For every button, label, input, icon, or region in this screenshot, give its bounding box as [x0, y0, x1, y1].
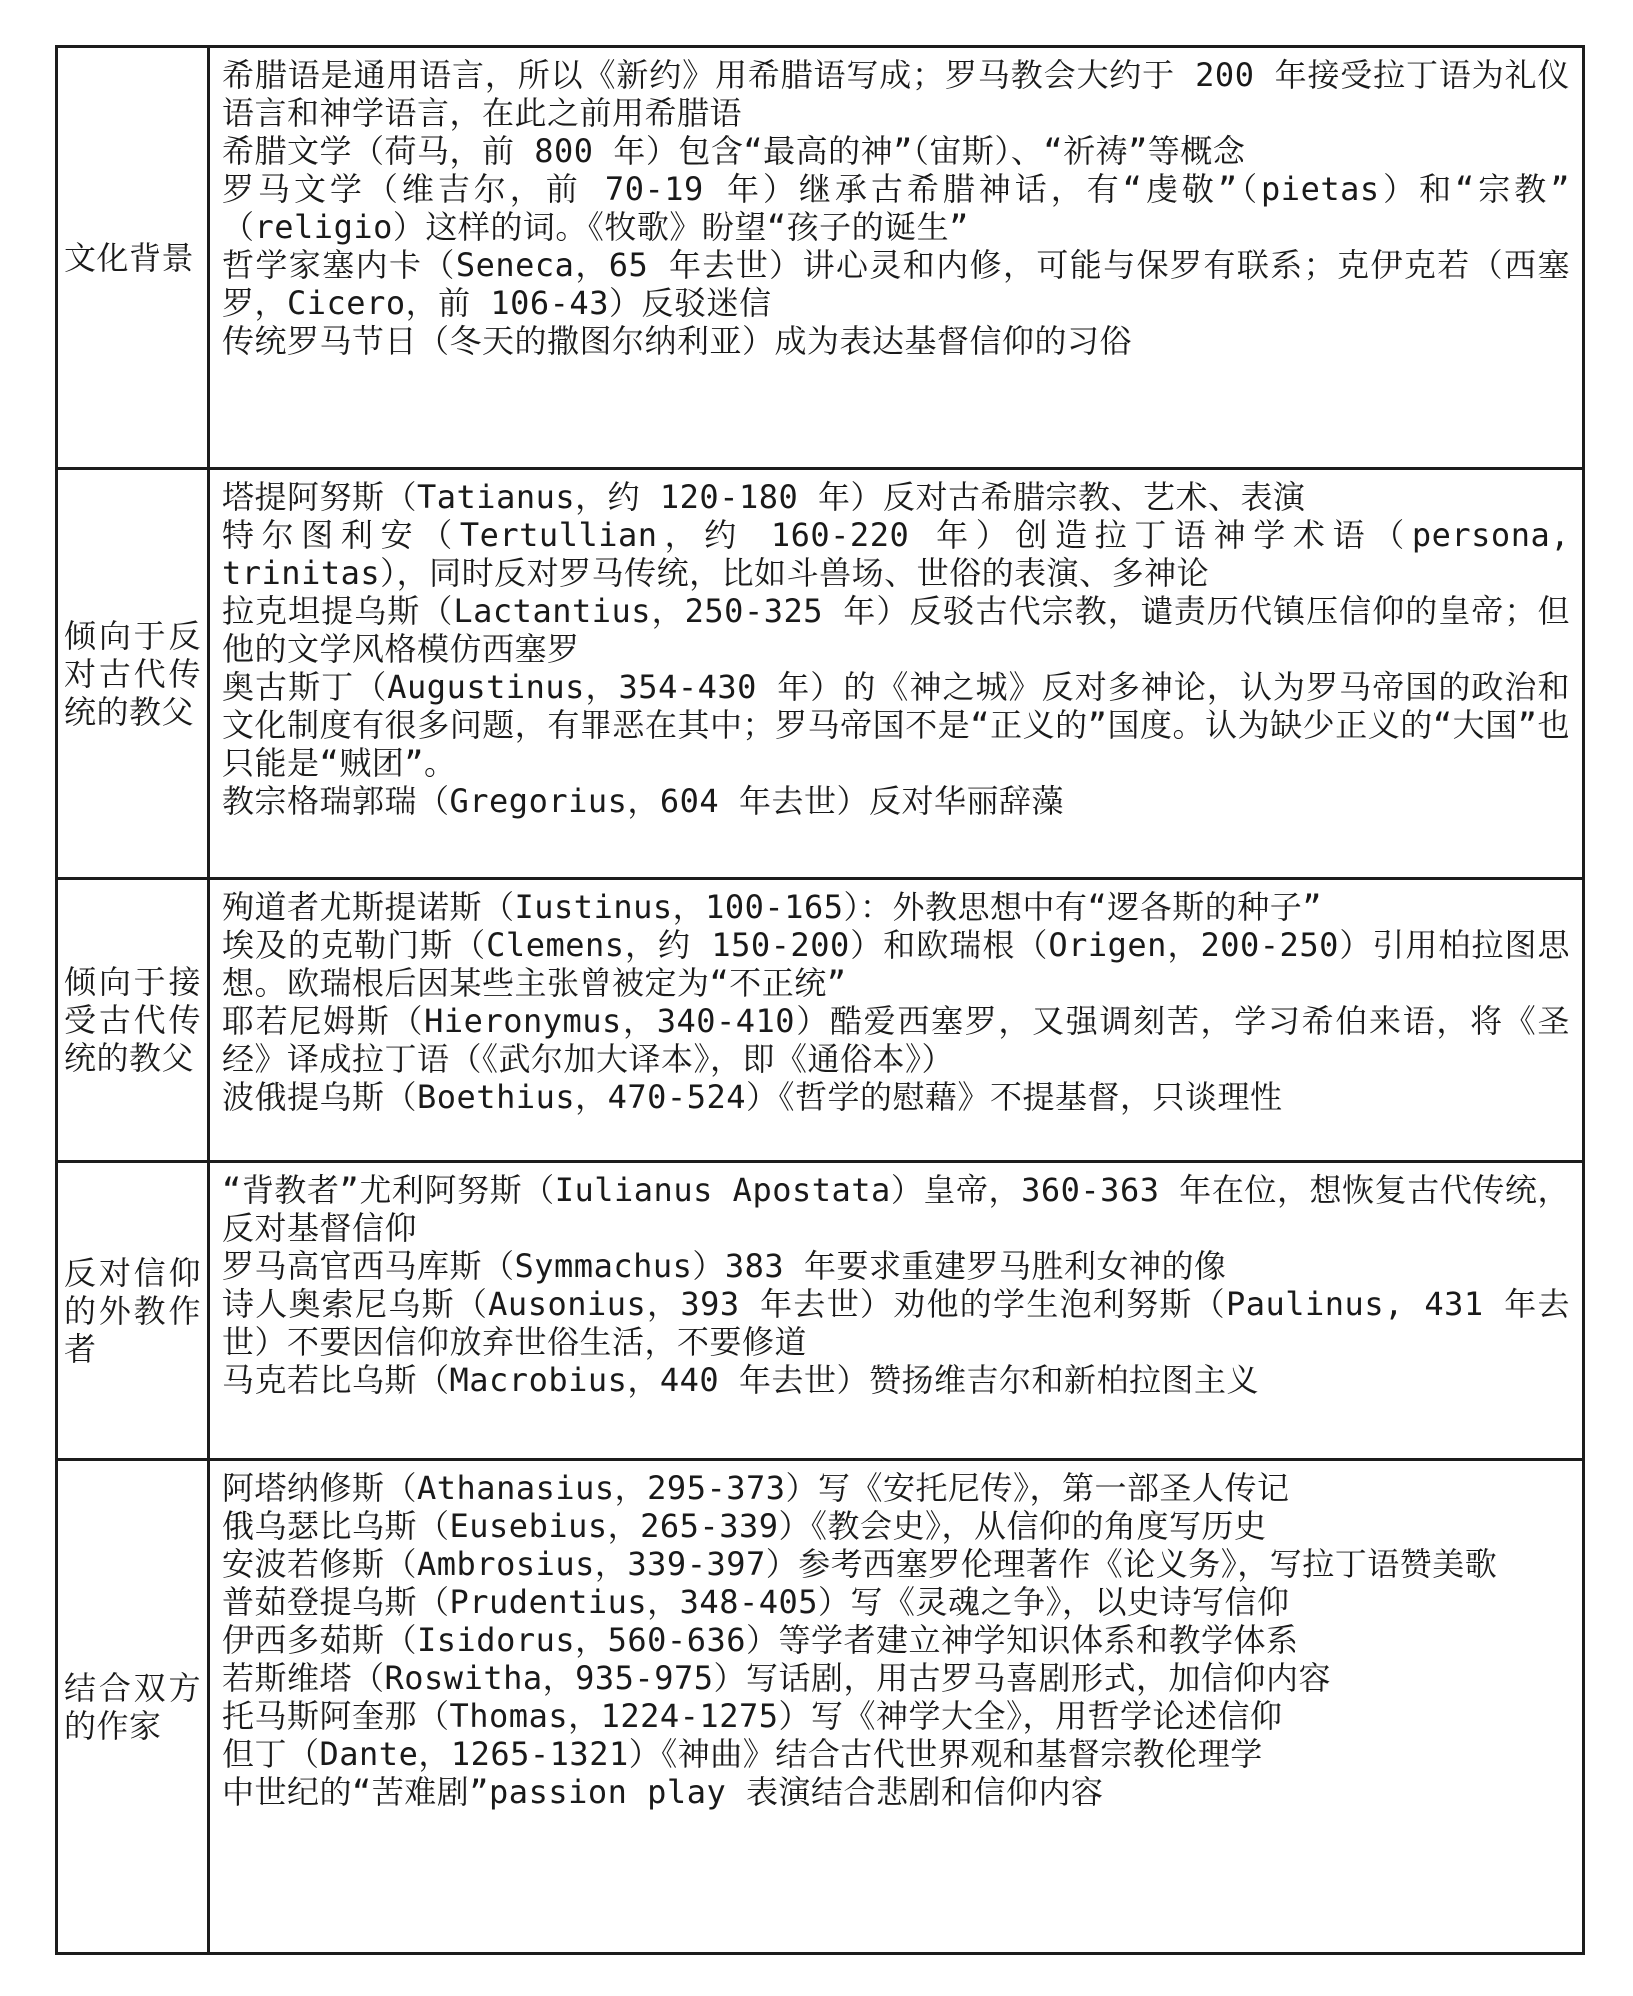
- row-content: [209, 1460, 1584, 1954]
- content-line: 阿塔纳修斯（Athanasius，295-373）写《安托尼传》，第一部圣人传记: [222, 1469, 1290, 1507]
- content-line: 中世纪的“苦难剧”passion play 表演结合悲剧和信仰内容: [222, 1773, 1104, 1811]
- content-line: 若斯维塔（Roswitha，935-975）写话剧，用古罗马喜剧形式，加信仰内容: [222, 1659, 1331, 1697]
- content-line: 罗马文学（维吉尔，前 70-19 年）继承古希腊神话，有“虔敬”（pietas）和“宗教”（religio）这样的词。《牧歌》盼望“孩子的诞生”: [222, 170, 1570, 246]
- row-header: 反对信仰的外教作者: [57, 1162, 209, 1460]
- content-line: 特尔图利安（Tertullian，约 160-220 年）创造拉丁语神学术语（persona, trinitas），同时反对罗马传统，比如斗兽场、世俗的表演、多神论: [222, 516, 1570, 592]
- content-line: 普茹登提乌斯（Prudentius，348-405）写《灵魂之争》，以史诗写信仰: [222, 1583, 1290, 1621]
- content-line: 塔提阿努斯（Tatianus，约 120-180 年）反对古希腊宗教、艺术、表演: [222, 478, 1306, 516]
- content-line: “背教者”尤利阿努斯（Iulianus Apostata）皇帝，360-363 年在位，想恢复古代传统，反对基督信仰: [222, 1171, 1570, 1247]
- content-line: 传统罗马节日（冬天的撒图尔纳利亚）成为表达基督信仰的习俗: [222, 322, 1133, 360]
- content-line: 俄乌瑟比乌斯（Eusebius，265-339）《教会史》，从信仰的角度写历史: [222, 1507, 1267, 1545]
- table-row: [57, 879, 1584, 1162]
- row-header: 文化背景: [57, 47, 209, 469]
- content-line: 马克若比乌斯（Macrobius，440 年去世）赞扬维吉尔和新柏拉图主义: [222, 1361, 1259, 1399]
- content-line: 伊西多茹斯（Isidorus，560-636）等学者建立神学知识体系和教学体系: [222, 1621, 1299, 1659]
- content-line: 希腊文学（荷马，前 800 年）包含“最高的神”（宙斯）、“祈祷”等概念: [222, 132, 1246, 170]
- table-row: [57, 469, 1584, 879]
- content-line: 奥古斯丁（Augustinus，354-430 年）的《神之城》反对多神论，认为罗马帝国的政治和文化制度有很多问题，有罪恶在其中；罗马帝国不是“正义的”国度。认为缺少正义的“大国”也只能是“贼团”。: [222, 668, 1570, 782]
- content-line: 耶若尼姆斯（Hieronymus，340-410）酷爱西塞罗，又强调刻苦，学习希伯来语，将《圣经》译成拉丁语（《武尔加大译本》，即《通俗本》）: [222, 1002, 1570, 1078]
- row-header: 结合双方的作家: [57, 1460, 209, 1954]
- table-row: [57, 1460, 1584, 1954]
- content-line: 殉道者尤斯提诺斯（Iustinus，100-165）：外教思想中有“逻各斯的种子”: [222, 888, 1323, 926]
- row-header: 倾向于接受古代传统的教父: [57, 879, 209, 1162]
- content-line: 拉克坦提乌斯（Lactantius，250-325 年）反驳古代宗教，谴责历代镇压信仰的皇帝；但他的文学风格模仿西塞罗: [222, 592, 1570, 668]
- content-line: 但丁（Dante，1265-1321）《神曲》结合古代世界观和基督宗教伦理学: [222, 1735, 1263, 1773]
- content-line: 诗人奥索尼乌斯（Ausonius，393 年去世）劝他的学生泡利努斯（Paulinus, 431 年去世）不要因信仰放弃世俗生活，不要修道: [222, 1285, 1570, 1361]
- comparison-table: [55, 45, 1585, 1955]
- table-body: [57, 47, 1584, 1954]
- row-header: 倾向于反对古代传统的教父: [57, 469, 209, 879]
- row-content: [209, 47, 1584, 469]
- content-line: 哲学家塞内卡（Seneca，65 年去世）讲心灵和内修，可能与保罗有联系；克伊克若（西塞罗，Cicero，前 106-43）反驳迷信: [222, 246, 1570, 322]
- row-content: [209, 1162, 1584, 1460]
- content-line: 教宗格瑞郭瑞（Gregorius，604 年去世）反对华丽辞藻: [222, 782, 1064, 820]
- content-line: 波俄提乌斯（Boethius，470-524）《哲学的慰藉》不提基督，只谈理性: [222, 1078, 1283, 1116]
- table-row: [57, 47, 1584, 469]
- content-line: 安波若修斯（Ambrosius，339-397）参考西塞罗伦理著作《论义务》，写拉丁语赞美歌: [222, 1545, 1498, 1583]
- content-line: 托马斯阿奎那（Thomas，1224-1275）写《神学大全》，用哲学论述信仰: [222, 1697, 1283, 1735]
- row-content: [209, 469, 1584, 879]
- row-content: [209, 879, 1584, 1162]
- content-line: 希腊语是通用语言，所以《新约》用希腊语写成；罗马教会大约于 200 年接受拉丁语为礼仪语言和神学语言，在此之前用希腊语: [222, 56, 1570, 132]
- content-line: 罗马高官西马库斯（Symmachus）383 年要求重建罗马胜利女神的像: [222, 1247, 1227, 1285]
- table-row: [57, 1162, 1584, 1460]
- content-line: 埃及的克勒门斯（Clemens，约 150-200）和欧瑞根（Origen，200-250）引用柏拉图思想。欧瑞根后因某些主张曾被定为“不正统”: [222, 926, 1570, 1002]
